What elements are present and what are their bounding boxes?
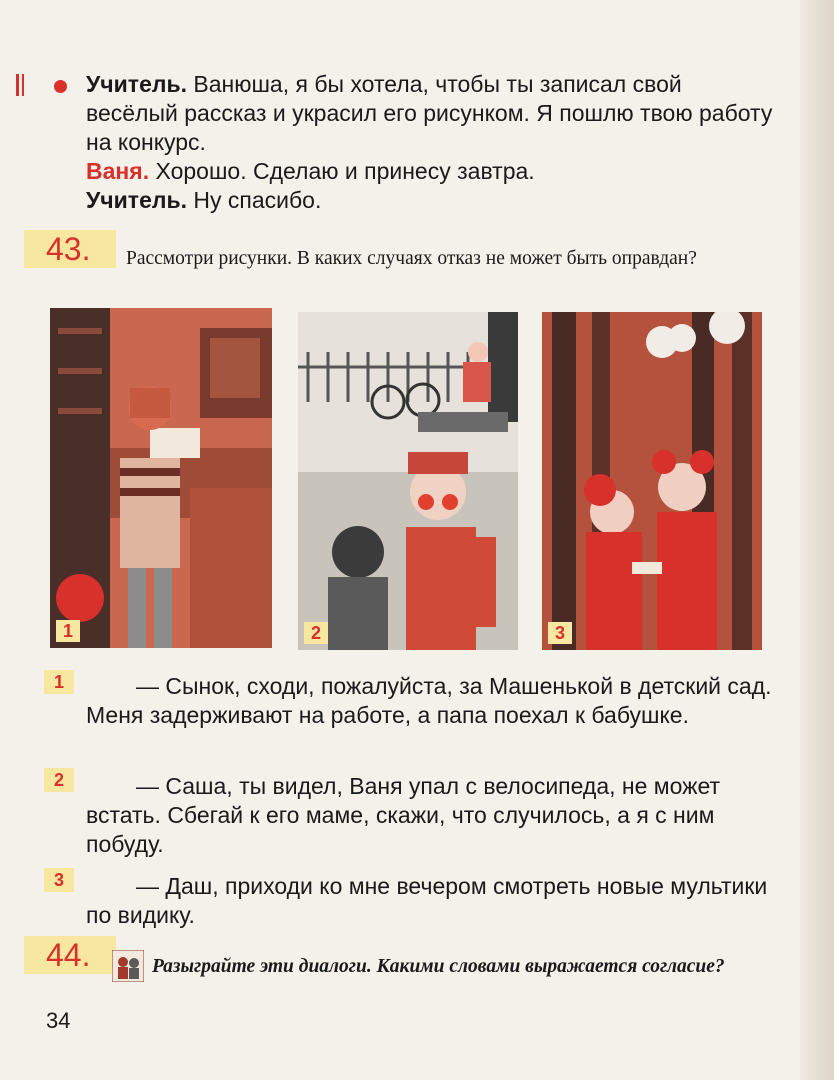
speaker-vanya: Ваня. <box>86 158 150 184</box>
picture-2-illustration <box>298 312 518 650</box>
item-2-number: 2 <box>44 768 74 792</box>
picture-3 <box>542 312 762 650</box>
picture-3-badge: 3 <box>548 622 572 644</box>
page-edge <box>800 0 834 1080</box>
item-1-text: — Сынок, сходи, пожалуйста, за Машенькой в детский сад. Меня задерживают на работе, а папа поехал к бабушке. <box>86 673 772 728</box>
task-43-number: 43. <box>24 230 116 268</box>
item-1 <box>86 672 776 730</box>
item-1-number: 1 <box>44 670 74 694</box>
pair-work-icon <box>112 950 144 982</box>
picture-2-badge: 2 <box>304 622 328 644</box>
item-3 <box>86 872 776 930</box>
picture-1-badge: 1 <box>56 620 80 642</box>
speaker-teacher: Учитель. <box>86 71 187 97</box>
task-44-text: Разыграйте эти диалоги. Какими словами выражается согласие? <box>152 956 725 977</box>
dialog-text-1: Ванюша, я бы хотела, чтобы ты записал свой весёлый рассказ и украсил его рисунком. Я пошлю твою работу на конкурс. <box>86 71 773 155</box>
bullet-dot <box>54 80 67 93</box>
item-2-text: — Саша, ты видел, Ваня упал с велосипеда, не может встать. Сбегай к его маме, скажи, что случилось, а я с ним побуду. <box>86 773 721 857</box>
item-3-number: 3 <box>44 868 74 892</box>
item-3-text: — Даш, приходи ко мне вечером смотреть новые мультики по видику. <box>86 873 768 928</box>
task-44-number: 44. <box>24 936 116 974</box>
picture-1-illustration <box>50 308 272 648</box>
item-2 <box>86 772 776 859</box>
task-43-text: Рассмотри рисунки. В каких случаях отказ не может быть оправдан? <box>126 248 697 269</box>
page-number: 34 <box>46 1008 71 1033</box>
dialog-block <box>86 70 776 215</box>
dialog-line-3 <box>86 186 776 215</box>
dialog-text-3: Ну спасибо. <box>193 187 322 213</box>
picture-3-illustration <box>542 312 762 650</box>
picture-2 <box>298 312 518 650</box>
picture-1 <box>50 308 272 648</box>
margin-mark-2 <box>22 74 24 96</box>
dialog-line-2 <box>86 157 776 186</box>
dialog-text-2: Хорошо. Сделаю и принесу завтра. <box>155 158 535 184</box>
speaker-teacher-2: Учитель. <box>86 187 187 213</box>
dialog-line-1 <box>86 70 776 157</box>
margin-mark <box>16 74 19 96</box>
